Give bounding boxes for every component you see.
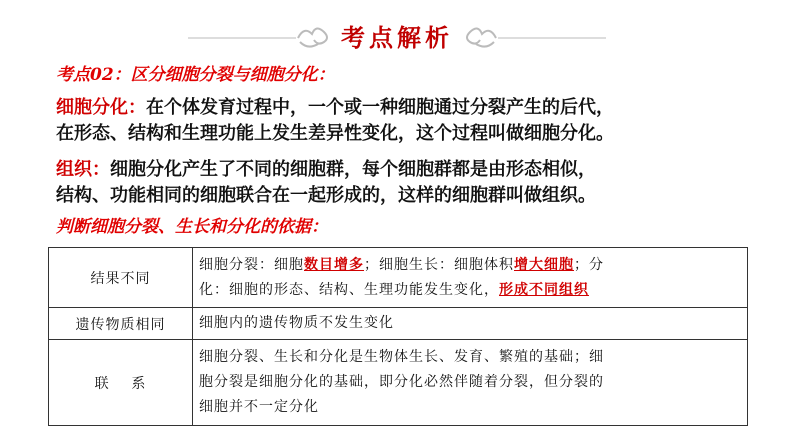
highlight-form-tissue: 形成不同组织 — [499, 281, 589, 298]
table-row — [49, 248, 748, 308]
tissue-line-2: 结构、功能相同的细胞联合在一起形成的，这样的细胞群叫做组织。 — [56, 185, 596, 206]
row-value: 细胞内的遗传物质不发生变化 — [193, 308, 748, 340]
tissue-line-1 — [56, 157, 596, 183]
row-key: 结果不同 — [49, 248, 193, 308]
row-key: 联 系 — [49, 340, 193, 426]
differentiation-term: 细胞分化： — [56, 97, 146, 118]
text-seg: 细胞分裂、生长和分化是生物体生长、发育、繁殖的基础；细 — [199, 349, 604, 365]
tissue-term: 组织： — [56, 159, 110, 180]
text-seg: 细胞分裂：细胞 — [199, 256, 304, 273]
judge-heading: 判断细胞分裂、生长和分化的依据： — [56, 217, 328, 237]
differentiation-text-1: 在个体发育过程中，一个或一种细胞通过分裂产生的后代， — [146, 97, 614, 118]
row-value — [193, 340, 748, 426]
text-seg: ；分 — [574, 256, 604, 273]
section-header — [0, 14, 794, 58]
text-seg: 胞分裂是细胞分化的基础，即分化必然伴随着分裂，但分裂的 — [199, 374, 604, 390]
table-row — [49, 340, 748, 426]
text-seg: 细胞并不一定分化 — [199, 399, 319, 415]
topic-heading: 考点02：区分细胞分裂与细胞分化： — [56, 65, 335, 85]
highlight-size-increase: 增大细胞 — [514, 256, 574, 273]
text-seg: 化：细胞的形态、结构、生理功能发生变化， — [199, 281, 499, 298]
tissue-text-1: 细胞分化产生了不同的细胞群，每个细胞群都是由形态相似， — [110, 159, 596, 180]
comparison-table — [48, 247, 748, 426]
table-row — [49, 308, 748, 340]
differentiation-line-1 — [56, 95, 614, 121]
highlight-count-increase: 数目增多 — [304, 256, 364, 273]
row-key: 遗传物质相同 — [49, 308, 193, 340]
differentiation-line-2: 在形态、结构和生理功能上发生差异性变化，这个过程叫做细胞分化。 — [56, 123, 614, 144]
row-value — [193, 248, 748, 308]
page-title: 考点解析 — [341, 23, 453, 52]
text-seg: ；细胞生长：细胞体积 — [364, 256, 514, 273]
